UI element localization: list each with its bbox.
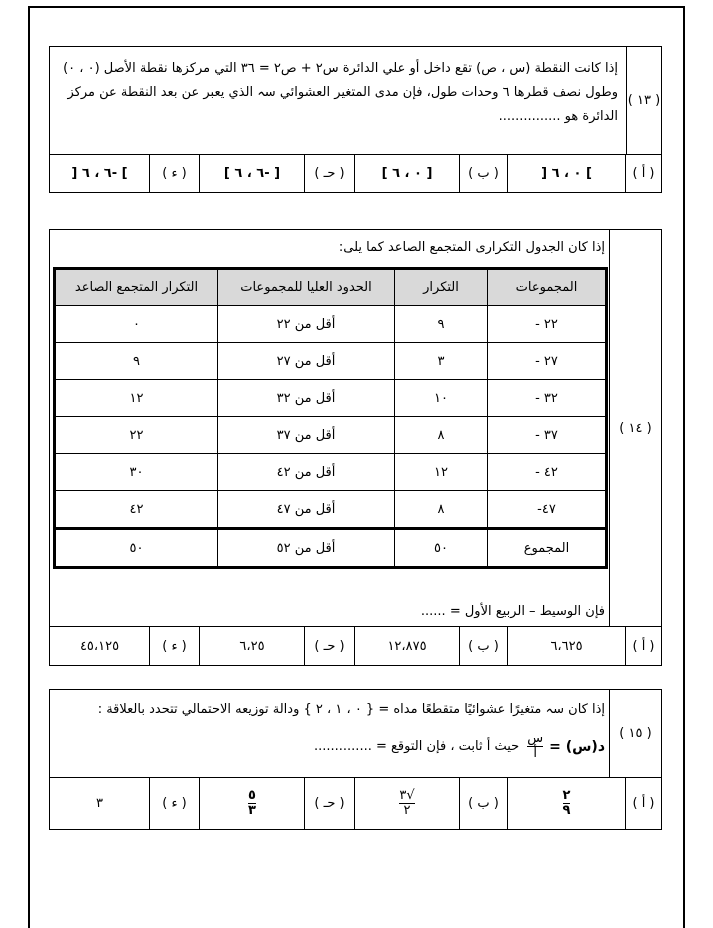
table-cell: أقل من ٥٢ <box>218 529 395 568</box>
table-cell: ٩ <box>55 343 218 380</box>
fraction-numerator: ٢ <box>562 788 571 803</box>
table-cell: ٣٧ - <box>488 417 607 454</box>
table-cell: أقل من ٣٧ <box>218 417 395 454</box>
fraction-denominator: ٩ <box>562 803 571 818</box>
q13-number-cell <box>626 47 661 154</box>
header-frequency: التكرار <box>395 269 488 306</box>
q14-answer-label: ( أ ) <box>625 627 661 665</box>
table-cell: ٣ <box>395 343 488 380</box>
table-row <box>55 491 607 529</box>
table-cell: أقل من ٢٢ <box>218 306 395 343</box>
q14-number: ( ١٤ ) <box>619 420 652 436</box>
q13-option-d[interactable]: ] -٦ ، ٦ [ <box>71 166 128 181</box>
q15-number-cell <box>609 690 661 777</box>
table-cell: ٢٢ <box>55 417 218 454</box>
q15-line-1: إذا كان سہ متغيرًا عشوائيًا متقطعًا مداه = { ٠ ، ١ ، ٢ } ودالة توزيعه الاحتمالي تتحدد بالعلاقة : <box>97 702 605 717</box>
table-total-row <box>55 529 607 568</box>
table-cell: ٨ <box>395 491 488 529</box>
table-cell: المجموع <box>488 529 607 568</box>
table-cell: أقل من ٤٧ <box>218 491 395 529</box>
header-upper-limits: الحدود العليا للمجموعات <box>218 269 395 306</box>
fraction-numerator: س <box>527 731 544 746</box>
fraction-numerator: √٣ <box>399 788 415 803</box>
q14-number-cell <box>609 230 661 626</box>
q15-number: ( ١٥ ) <box>619 726 652 741</box>
q14-intro: إذا كان الجدول التكرارى المتجمع الصاعد كما يلى: <box>338 240 605 255</box>
fraction-denominator: أ <box>533 746 537 761</box>
q13-answers-row <box>50 154 661 192</box>
table-row <box>55 417 607 454</box>
q14-block <box>49 229 662 666</box>
table-row <box>55 380 607 417</box>
q13-option-c[interactable]: [ -٦ ، ٦ ] <box>199 155 304 192</box>
q14-option-c[interactable]: ٦،٢٥ <box>199 627 304 665</box>
q15-function-fraction <box>527 732 543 761</box>
q13-text <box>50 57 618 129</box>
table-cell: ٥٠ <box>395 529 488 568</box>
table-cell: ١٠ <box>395 380 488 417</box>
table-cell: ٩ <box>395 306 488 343</box>
table-cell: أقل من ٤٢ <box>218 454 395 491</box>
q13-number: ( ١٣ ) <box>627 93 661 108</box>
q13-option-c-label: ( حـ ) <box>304 155 354 192</box>
q13-line-2: وطول نصف قطرها ٦ وحدات طول، فإن مدى المتغير العشوائي سہ الذي يعبر عن بعد النقطة عن مركز <box>67 85 618 100</box>
q13-option-a[interactable]: ] ٠ ، ٦ [ <box>507 155 625 192</box>
q13-option-d-label: ( ء ) <box>149 155 199 192</box>
fraction-denominator: ٣ <box>248 803 256 818</box>
table-cell: ١٢ <box>55 380 218 417</box>
fraction-numerator: ٥ <box>248 788 256 803</box>
table-row <box>55 306 607 343</box>
q13-option-b-label: ( ب ) <box>459 155 507 192</box>
table-cell: ٢٢ - <box>488 306 607 343</box>
q15-answers-row <box>50 777 661 829</box>
fraction-denominator: ٢ <box>403 803 411 818</box>
table-cell: ٤٧- <box>488 491 607 529</box>
table-cell: ٤٢ - <box>488 454 607 491</box>
q14-option-d[interactable]: ٤٥،١٢٥ <box>79 638 120 654</box>
q13-block <box>49 46 662 193</box>
table-cell: ٢٧ - <box>488 343 607 380</box>
header-groups: المجموعات <box>488 269 607 306</box>
table-cell: ٣٠ <box>55 454 218 491</box>
q14-option-a[interactable]: ٦،٦٢٥ <box>507 627 625 665</box>
q15-option-b[interactable] <box>354 778 459 829</box>
q15-option-d-label: ( ء ) <box>149 778 199 829</box>
table-cell: ٤٢ <box>55 491 218 529</box>
header-cumulative: التكرار المتجمع الصاعد <box>55 269 218 306</box>
q14-answers-row <box>50 626 661 665</box>
q14-option-d-label: ( ء ) <box>149 627 199 665</box>
q15-option-b-label: ( ب ) <box>459 778 507 829</box>
frequency-table <box>53 267 608 569</box>
table-cell: ٨ <box>395 417 488 454</box>
q14-option-c-label: ( حـ ) <box>304 627 354 665</box>
q15-option-d[interactable]: ٣ <box>96 796 103 811</box>
q13-line-3: الدائرة هو ............... <box>498 109 618 124</box>
table-cell: ٣٢ - <box>488 380 607 417</box>
table-cell: ١٢ <box>395 454 488 491</box>
q15-option-c[interactable] <box>199 778 304 829</box>
q15-block <box>49 689 662 830</box>
table-cell: ٠ <box>55 306 218 343</box>
q14-option-b[interactable]: ١٢،٨٧٥ <box>354 627 459 665</box>
table-cell: أقل من ٢٧ <box>218 343 395 380</box>
q15-option-c-label: ( حـ ) <box>304 778 354 829</box>
table-cell: أقل من ٣٢ <box>218 380 395 417</box>
q13-option-b[interactable]: [ ٠ ، ٦ ] <box>354 155 459 192</box>
q13-line-1: إذا كانت النقطة (س ، ص) تقع داخل أو علي الدائرة س٢ + ص٢ = ٣٦ التي مركزها نقطة الأصل (٠ ، ٠) <box>63 61 618 76</box>
q13-answer-label: ( أ ) <box>625 155 661 192</box>
table-row <box>55 454 607 491</box>
table-cell: ٥٠ <box>55 529 218 568</box>
table-header-row <box>55 269 607 306</box>
q15-option-a[interactable] <box>507 778 625 829</box>
table-row <box>55 343 607 380</box>
q14-question: فإن الوسيط – الربيع الأول = ...... <box>420 604 605 619</box>
q15-answer-label: ( أ ) <box>625 778 661 829</box>
q15-line-2 <box>55 732 605 761</box>
q15-function-lhs: د(س) = <box>549 738 605 755</box>
q15-condition: حيث أ ثابت ، فإن التوقع = .............. <box>313 739 520 754</box>
q14-option-b-label: ( ب ) <box>459 627 507 665</box>
